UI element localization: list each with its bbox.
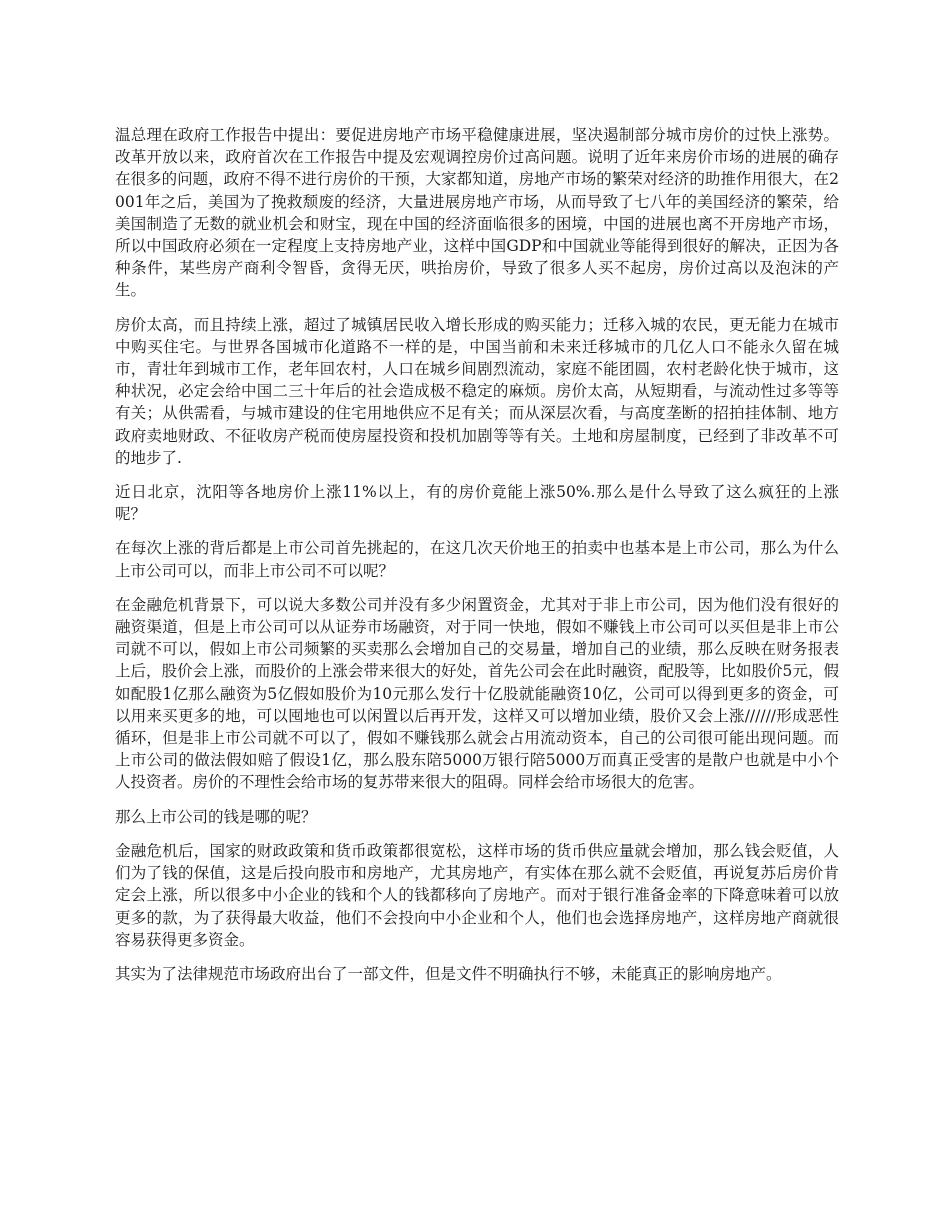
paragraph: 房价太高，而且持续上涨，超过了城镇居民收入增长形成的购买能力；迁移入城的农民，更无能力在城市中购买住宅。与世界各国城市化道路不一样的是，中国当前和未来迁移城市的几亿人口不能永久留在城市，青壮年到城市工作，老年回农村，人口在城乡间剧烈流动，家庭不能团圆，农村老龄化快于城市，这种状况，必定会给中国二三十年后的社会造成极不稳定的麻烦。房价太高，从短期看，与流动性过多等等有关；从供需看，与城市建设的住宅用地供应不足有关；而从深层次看，与高度垄断的招拍挂体制、地方政府卖地财政、不征收房产税而使房屋投资和投机加剧等等有关。土地和房屋制度，已经到了非改革不可的地步了. [115, 315, 839, 467]
document-body [115, 124, 839, 997]
paragraph: 其实为了法律规范市场政府出台了一部文件，但是文件不明确执行不够，未能真正的影响房地产。 [115, 964, 782, 983]
paragraph: 在每次上涨的背后都是上市公司首先挑起的，在这几次天价地王的拍卖中也基本是上市公司，那么为什么上市公司可以，而非上市公司不可以呢？ [115, 539, 839, 580]
paragraph: 那么上市公司的钱是哪的呢？ [115, 807, 317, 826]
paragraph: 温总理在政府工作报告中提出：要促进房地产市场平稳健康进展，坚决遏制部分城市房价的过快上涨势。改革开放以来，政府首次在工作报告中提及宏观调控房价过高问题。说明了近年来房价市场的进展的确存在很多的问题，政府不得不进行房价的干预，大家都知道，房地产市场的繁荣对经济的助推作用很大，在2001年之后，美国为了挽救颓废的经济，大量进展房地产市场，从而导致了七八年的美国经济的繁荣，给美国制造了无数的就业机会和财宝，现在中国的经济面临很多的困境，中国的进展也离不开房地产市场，所以中国政府必须在一定程度上支持房地产业，这样中国GDP和中国就业等能得到很好的解决，正因为各种条件，某些房产商利令智昏，贪得无厌，哄抬房价，导致了很多人买不起房，房价过高以及泡沫的产生。 [115, 126, 839, 300]
paragraph: 近日北京，沈阳等各地房价上涨11%以上，有的房价竟能上涨50%.那么是什么导致了这么疯狂的上涨呢？ [115, 483, 839, 524]
paragraph: 在金融危机背景下，可以说大多数公司并没有多少闲置资金，尤其对于非上市公司，因为他们没有很好的融资渠道，但是上市公司可以从证券市场融资，对于同一快地，假如不赚钱上市公司可以买但是非上市公司就不可以，假如上市公司频繁的买卖那么会增加自己的交易量，增加自己的业绩，那么反映在财务报表上后，股价会上涨，而股价的上涨会带来很大的好处，首先公司会在此时融资，配股等，比如股价5元，假如配股1亿那么融资为5亿假如股价为10元那么发行十亿股就能融资10亿，公司可以得到更多的资金，可以用来买更多的地，可以囤地也可以闲置以后再开发，这样又可以增加业绩，股价又会上涨//////形成恶性循环，但是非上市公司就不可以了，假如不赚钱那么就会占用流动资本，自己的公司很可能出现问题。而上市公司的做法假如赔了假设1亿，那么股东陪5000万银行陪5000万而真正受害的是散户也就是中小个人投资者。房价的不理性会给市场的复苏带来很大的阻碍。同样会给市场很大的危害。 [115, 595, 839, 792]
paragraph: 金融危机后，国家的财政政策和货币政策都很宽松，这样市场的货币供应量就会增加，那么钱会贬值，人们为了钱的保值，这是后投向股市和房地产，尤其房地产，有实体在那么就不会贬值，再说复苏后房价肯定会上涨，所以很多中小企业的钱和个人的钱都移向了房地产。而对于银行准备金率的下降意味着可以放更多的款，为了获得最大收益，他们不会投向中小企业和个人，他们也会选择房地产，这样房地产商就很容易获得更多资金。 [115, 841, 839, 949]
